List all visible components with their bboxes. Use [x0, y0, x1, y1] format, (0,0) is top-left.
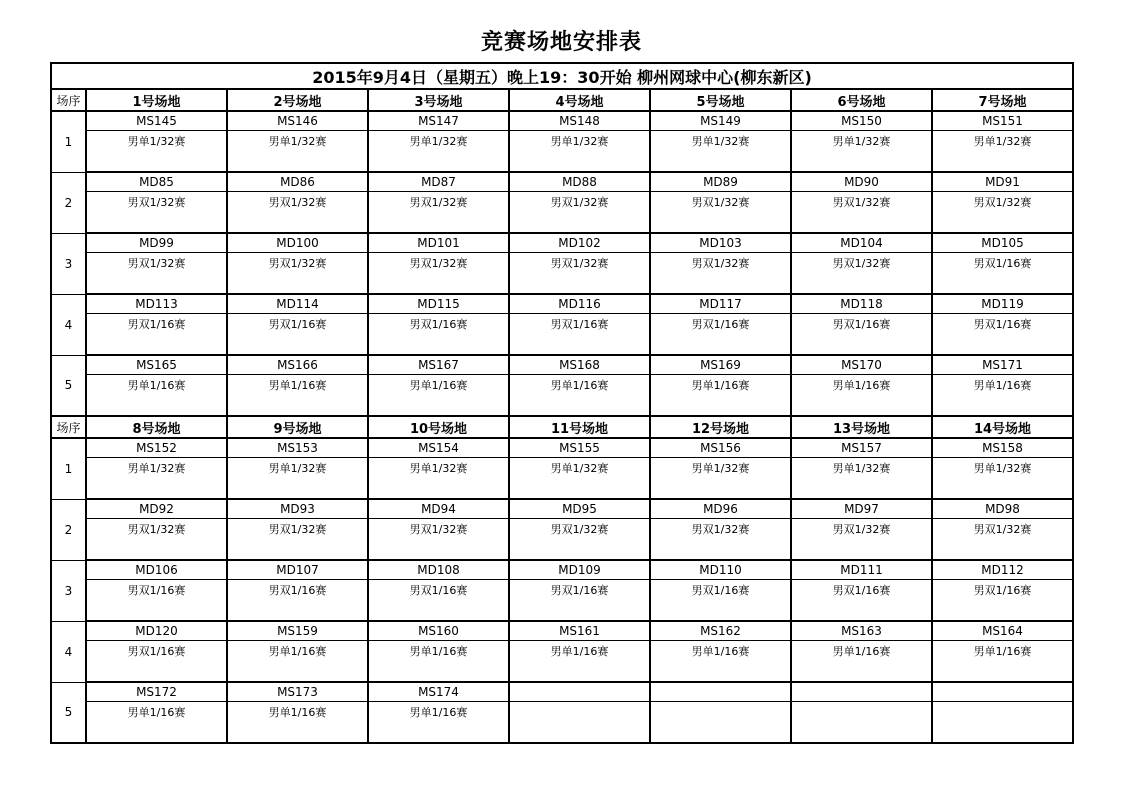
match-round: 男单1/16赛 — [509, 375, 650, 417]
match-round-row — [51, 253, 1073, 295]
match-round: 男双1/32赛 — [650, 253, 791, 295]
match-code: MS147 — [368, 111, 509, 131]
match-code: MS165 — [86, 355, 227, 375]
match-code: MS174 — [368, 682, 509, 702]
match-round: 男单1/32赛 — [650, 458, 791, 500]
match-round: 男单1/16赛 — [791, 375, 932, 417]
match-code: MS159 — [227, 621, 368, 641]
match-round-row — [51, 580, 1073, 622]
match-round: 男双1/32赛 — [509, 519, 650, 561]
match-round-row — [51, 519, 1073, 561]
match-code: MD111 — [791, 560, 932, 580]
match-code: MS166 — [227, 355, 368, 375]
court-header: 12号场地 — [650, 416, 791, 438]
match-code: MS172 — [86, 682, 227, 702]
match-round: 男双1/16赛 — [509, 580, 650, 622]
match-code: MD102 — [509, 233, 650, 253]
match-code: MS170 — [791, 355, 932, 375]
match-round: 男双1/32赛 — [509, 253, 650, 295]
match-round: 男单1/16赛 — [932, 375, 1073, 417]
match-round: 男双1/16赛 — [791, 580, 932, 622]
match-round: 男单1/32赛 — [86, 131, 227, 173]
match-code-row — [51, 560, 1073, 580]
match-code: MD116 — [509, 294, 650, 314]
match-code: MD103 — [650, 233, 791, 253]
match-code: MD108 — [368, 560, 509, 580]
match-code: MD107 — [227, 560, 368, 580]
match-code: MD92 — [86, 499, 227, 519]
match-round: 男单1/32赛 — [650, 131, 791, 173]
match-code: MD94 — [368, 499, 509, 519]
match-code-row — [51, 499, 1073, 519]
court-header: 10号场地 — [368, 416, 509, 438]
slot-number: 5 — [51, 682, 86, 743]
court-header: 4号场地 — [509, 89, 650, 111]
match-round: 男单1/16赛 — [86, 375, 227, 417]
match-round: 男单1/32赛 — [368, 131, 509, 173]
match-code: MS168 — [509, 355, 650, 375]
match-code-row — [51, 621, 1073, 641]
match-round-row — [51, 458, 1073, 500]
slot-number: 1 — [51, 438, 86, 499]
date-venue-banner: 2015年9月4日（星期五）晚上19：30开始 柳州网球中心(柳东新区) — [51, 63, 1073, 89]
match-code: MD112 — [932, 560, 1073, 580]
match-code: MS162 — [650, 621, 791, 641]
match-code-row — [51, 233, 1073, 253]
match-code: MD118 — [791, 294, 932, 314]
match-code: MD100 — [227, 233, 368, 253]
match-round — [791, 702, 932, 744]
match-code: MD91 — [932, 172, 1073, 192]
match-code-row — [51, 111, 1073, 131]
court-header: 11号场地 — [509, 416, 650, 438]
match-code-row — [51, 438, 1073, 458]
court-header: 1号场地 — [86, 89, 227, 111]
match-round: 男双1/32赛 — [86, 253, 227, 295]
match-code — [791, 682, 932, 702]
court-header-row — [51, 89, 1073, 111]
match-round-row — [51, 375, 1073, 417]
court-header: 2号场地 — [227, 89, 368, 111]
match-code: MD98 — [932, 499, 1073, 519]
match-round: 男单1/16赛 — [368, 375, 509, 417]
slot-number: 1 — [51, 111, 86, 172]
match-code: MD106 — [86, 560, 227, 580]
match-round: 男单1/32赛 — [791, 131, 932, 173]
match-round-row — [51, 131, 1073, 173]
court-header: 8号场地 — [86, 416, 227, 438]
court-header-row — [51, 416, 1073, 438]
match-code: MS167 — [368, 355, 509, 375]
match-code: MS161 — [509, 621, 650, 641]
schedule-table — [50, 62, 1074, 744]
match-code: MS155 — [509, 438, 650, 458]
match-code: MD99 — [86, 233, 227, 253]
match-round: 男双1/16赛 — [368, 580, 509, 622]
match-round: 男单1/16赛 — [509, 641, 650, 683]
match-code-row — [51, 355, 1073, 375]
match-code: MS156 — [650, 438, 791, 458]
match-round: 男双1/32赛 — [86, 519, 227, 561]
match-code: MD120 — [86, 621, 227, 641]
date-venue-row — [51, 63, 1073, 89]
match-round: 男单1/32赛 — [368, 458, 509, 500]
match-code: MD115 — [368, 294, 509, 314]
match-code: MD86 — [227, 172, 368, 192]
match-code: MD110 — [650, 560, 791, 580]
match-round: 男双1/32赛 — [227, 192, 368, 234]
match-round: 男单1/16赛 — [368, 702, 509, 744]
match-round-row — [51, 314, 1073, 356]
match-round: 男双1/32赛 — [86, 192, 227, 234]
match-round: 男双1/32赛 — [227, 253, 368, 295]
match-round-row — [51, 702, 1073, 744]
match-code-row — [51, 294, 1073, 314]
match-round: 男双1/32赛 — [650, 519, 791, 561]
match-round — [650, 702, 791, 744]
match-round: 男单1/32赛 — [227, 131, 368, 173]
match-round: 男双1/16赛 — [791, 314, 932, 356]
court-header: 7号场地 — [932, 89, 1073, 111]
match-code — [932, 682, 1073, 702]
match-round: 男单1/32赛 — [791, 458, 932, 500]
match-round: 男单1/32赛 — [509, 458, 650, 500]
match-code: MD96 — [650, 499, 791, 519]
match-round: 男单1/32赛 — [227, 458, 368, 500]
slot-number: 5 — [51, 355, 86, 416]
match-round: 男单1/16赛 — [650, 641, 791, 683]
match-code: MD109 — [509, 560, 650, 580]
match-round: 男双1/16赛 — [650, 314, 791, 356]
match-round: 男单1/16赛 — [932, 641, 1073, 683]
match-code — [509, 682, 650, 702]
match-round: 男双1/32赛 — [227, 519, 368, 561]
match-code: MS173 — [227, 682, 368, 702]
match-code: MD97 — [791, 499, 932, 519]
match-code-row — [51, 172, 1073, 192]
match-code: MD88 — [509, 172, 650, 192]
match-round — [932, 702, 1073, 744]
match-round: 男双1/32赛 — [932, 519, 1073, 561]
match-round: 男双1/16赛 — [86, 641, 227, 683]
page-title: 竞赛场地安排表 — [480, 30, 642, 55]
match-round: 男单1/32赛 — [932, 458, 1073, 500]
match-round: 男双1/32赛 — [509, 192, 650, 234]
match-round-row — [51, 192, 1073, 234]
match-code: MS149 — [650, 111, 791, 131]
slot-header: 场序 — [51, 416, 86, 438]
match-round: 男单1/32赛 — [86, 458, 227, 500]
match-code: MD93 — [227, 499, 368, 519]
match-round: 男单1/32赛 — [509, 131, 650, 173]
match-round: 男单1/32赛 — [932, 131, 1073, 173]
slot-header: 场序 — [51, 89, 86, 111]
match-round: 男双1/32赛 — [368, 253, 509, 295]
court-header: 5号场地 — [650, 89, 791, 111]
match-code: MS152 — [86, 438, 227, 458]
match-code: MS148 — [509, 111, 650, 131]
match-round: 男双1/16赛 — [509, 314, 650, 356]
match-code: MD85 — [86, 172, 227, 192]
match-round: 男双1/16赛 — [86, 314, 227, 356]
slot-number: 2 — [51, 499, 86, 560]
match-round — [509, 702, 650, 744]
match-round: 男双1/32赛 — [650, 192, 791, 234]
match-code — [650, 682, 791, 702]
match-round: 男单1/16赛 — [86, 702, 227, 744]
match-code: MD101 — [368, 233, 509, 253]
court-header: 9号场地 — [227, 416, 368, 438]
match-round: 男单1/16赛 — [227, 641, 368, 683]
match-code: MS157 — [791, 438, 932, 458]
match-round: 男双1/32赛 — [791, 192, 932, 234]
match-round: 男双1/16赛 — [368, 314, 509, 356]
match-round: 男单1/16赛 — [227, 702, 368, 744]
slot-number: 3 — [51, 233, 86, 294]
match-code: MS164 — [932, 621, 1073, 641]
court-header: 13号场地 — [791, 416, 932, 438]
match-round: 男双1/16赛 — [227, 314, 368, 356]
match-code: MS158 — [932, 438, 1073, 458]
slot-number: 4 — [51, 621, 86, 682]
match-round: 男双1/16赛 — [86, 580, 227, 622]
match-round: 男双1/32赛 — [368, 192, 509, 234]
match-code: MD90 — [791, 172, 932, 192]
match-code: MS146 — [227, 111, 368, 131]
match-code: MS151 — [932, 111, 1073, 131]
match-code: MD87 — [368, 172, 509, 192]
match-round: 男双1/32赛 — [368, 519, 509, 561]
match-code: MD113 — [86, 294, 227, 314]
match-round: 男单1/16赛 — [227, 375, 368, 417]
slot-number: 3 — [51, 560, 86, 621]
match-code-row — [51, 682, 1073, 702]
court-header: 6号场地 — [791, 89, 932, 111]
match-code: MD105 — [932, 233, 1073, 253]
court-header: 3号场地 — [368, 89, 509, 111]
match-round: 男单1/16赛 — [650, 375, 791, 417]
match-code: MS163 — [791, 621, 932, 641]
match-code: MD95 — [509, 499, 650, 519]
slot-number: 4 — [51, 294, 86, 355]
match-round: 男双1/16赛 — [650, 580, 791, 622]
match-code: MD89 — [650, 172, 791, 192]
match-round: 男单1/16赛 — [368, 641, 509, 683]
match-code: MD117 — [650, 294, 791, 314]
match-code: MD119 — [932, 294, 1073, 314]
match-code: MD104 — [791, 233, 932, 253]
match-code: MD114 — [227, 294, 368, 314]
match-round: 男单1/16赛 — [791, 641, 932, 683]
match-code: MS171 — [932, 355, 1073, 375]
match-round: 男双1/32赛 — [791, 253, 932, 295]
match-code: MS169 — [650, 355, 791, 375]
match-code: MS154 — [368, 438, 509, 458]
slot-number: 2 — [51, 172, 86, 233]
match-round: 男双1/16赛 — [932, 253, 1073, 295]
match-round-row — [51, 641, 1073, 683]
match-code: MS160 — [368, 621, 509, 641]
match-round: 男双1/32赛 — [932, 192, 1073, 234]
court-header: 14号场地 — [932, 416, 1073, 438]
match-code: MS145 — [86, 111, 227, 131]
match-round: 男双1/16赛 — [227, 580, 368, 622]
match-round: 男双1/32赛 — [791, 519, 932, 561]
match-round: 男双1/16赛 — [932, 314, 1073, 356]
match-code: MS153 — [227, 438, 368, 458]
match-round: 男双1/16赛 — [932, 580, 1073, 622]
match-code: MS150 — [791, 111, 932, 131]
